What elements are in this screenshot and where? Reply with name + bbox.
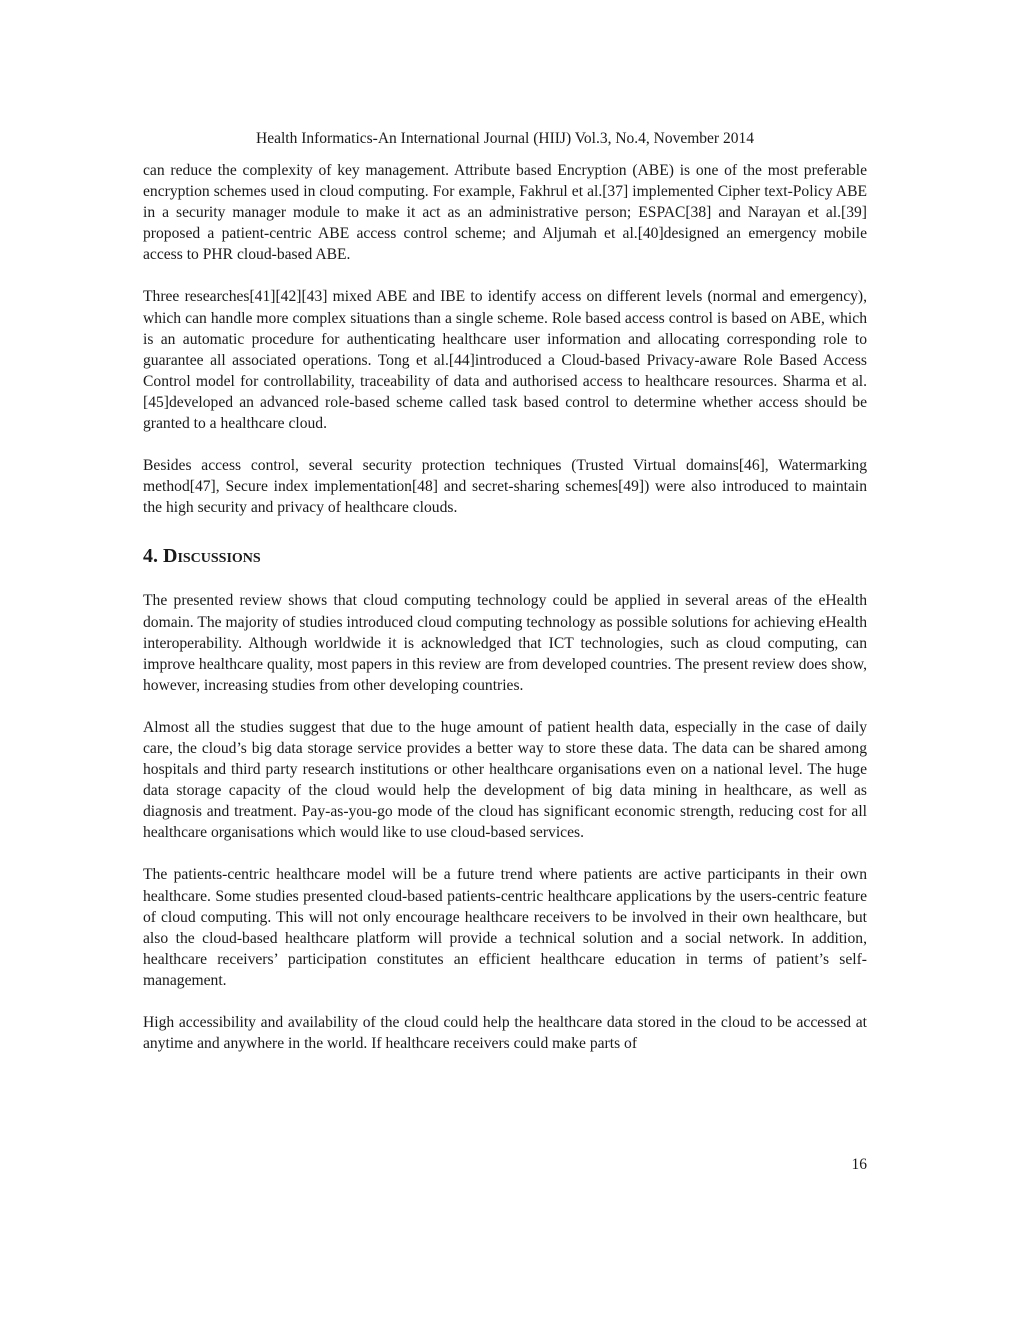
section-number: 4.	[143, 545, 158, 568]
paragraph-patient-centric: The patients-centric healthcare model will be a future trend where patients are active participants in their own healthcare. Some studies presented cloud-based patients-centric healthcare applications by the users-centric feature of cloud computing. This will not only encourage healthcare receivers to be involved in their own healthcare, but also the cloud-based healthcare platform will provide a technical solution and a social network. In addition, healthcare receivers’ participation constitutes an efficient healthcare education in terms of patient’s self-management.	[143, 866, 867, 989]
paragraph-big-data-storage: Almost all the studies suggest that due to the huge amount of patient health data, especially in the case of daily care, the cloud’s big data storage service provides a better way to store these data. The data can be shared among hospitals and third party research institutions or other healthcare organisations even on a national level. The huge data storage capacity of the cloud would help the development of big data mining in healthcare, as well as diagnosis and treatment. Pay-as-you-go mode of the cloud has significant economic strength, reducing cost for all healthcare organisations which would like to use cloud-based services.	[143, 718, 867, 842]
paragraph-security-techniques: Besides access control, several security protection techniques (Trusted Virtual domains[46], Watermarking method[47], Secure index implementation[48] and secret-sharing schemes[49]) were also introduced to maintain the high security and privacy of healthcare clouds.	[143, 457, 867, 517]
section-title: Discussions	[163, 545, 261, 568]
body-text	[143, 160, 867, 1054]
section-heading	[143, 543, 867, 569]
paragraph-accessibility: High accessibility and availability of the cloud could help the healthcare data stored in the cloud to be accessed at anytime and anywhere in the world. If healthcare receivers could make parts of	[143, 1014, 867, 1053]
running-header: Health Informatics-An International Journal (HIIJ) Vol.3, No.4, November 2014	[256, 130, 754, 147]
paragraph-role-based-access: Three researches[41][42][43] mixed ABE and IBE to identify access on different levels (normal and emergency), which can handle more complex situations than a single scheme. Role based access control is based on ABE, which is an automatic procedure for authenticating healthcare user information and allocating corresponding role to guarantee all associated operations. Tong et al.[44]introduced a Cloud-based Privacy-aware Role Based Access Control model for controllability, traceability of data and authorised access to healthcare resources. Sharma et al.[45]developed an advanced role-based scheme called task based control to determine whether access should be granted to a healthcare cloud.	[143, 288, 867, 433]
paragraph-review-summary: The presented review shows that cloud computing technology could be applied in several areas of the eHealth domain. The majority of studies introduced cloud computing technology as possible solutions for achieving eHealth interoperability. Although worldwide it is acknowledged that ICT technologies, such as cloud computing, can improve healthcare quality, most papers in this review are from developed countries. The present review does show, however, increasing studies from other developing countries.	[143, 592, 867, 694]
paragraph-abe-encryption: can reduce the complexity of key management. Attribute based Encryption (ABE) is one of the most preferable encryption schemes used in cloud computing. For example, Fakhrul et al.[37] implemented Cipher text-Policy ABE in a security manager module to make it act as an administrative person; ESPAC[38] and Narayan et al.[39] proposed a patient-centric ABE access control scheme; and Aljumah et al.[40]designed an emergency mobile access to PHR cloud-based ABE.	[143, 162, 867, 264]
page-number: 16	[851, 1156, 867, 1173]
